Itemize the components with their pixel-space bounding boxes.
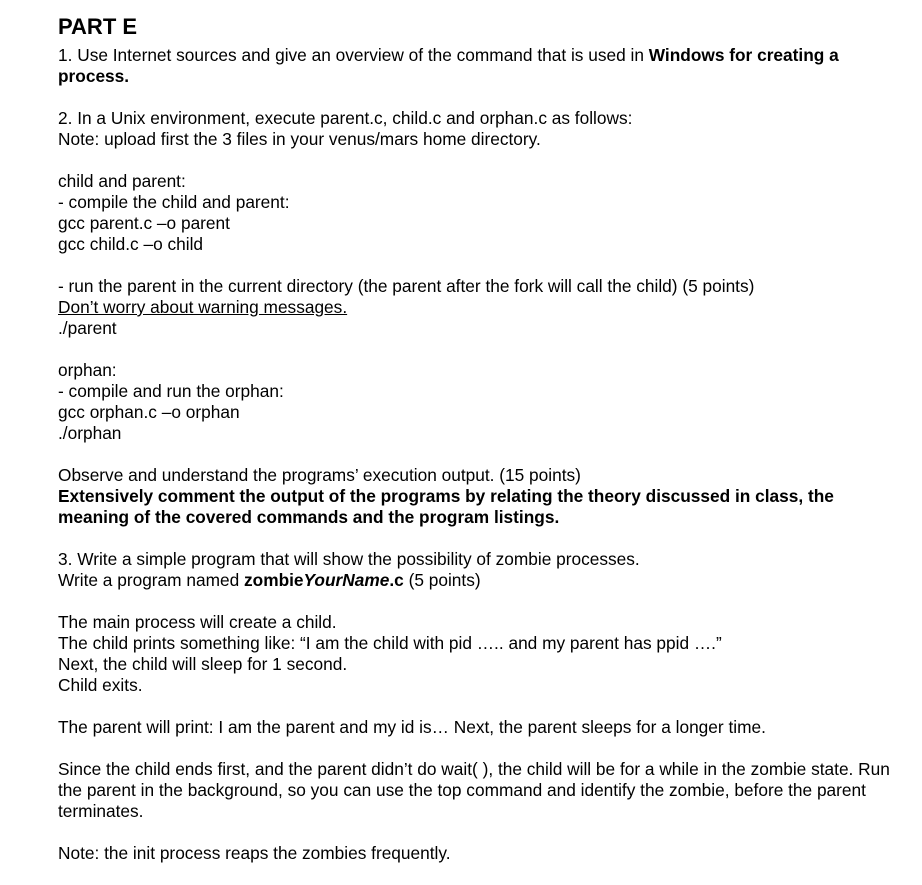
q3-points: (5 points) (403, 570, 481, 590)
child-sleep: Next, the child will sleep for 1 second. (58, 654, 348, 674)
spacer (58, 150, 908, 171)
init-note: Note: the init process reaps the zombies frequently. (58, 843, 451, 863)
parent-print: The parent will print: I am the parent and my id is… Next, the parent sleeps for a longer time. (58, 717, 766, 737)
q3-intro: 3. Write a simple program that will show the possibility of zombie processes. (58, 549, 640, 569)
spacer (58, 591, 908, 612)
q3-name-zombie: zombie (244, 570, 304, 590)
warning-note: Don’t worry about warning messages. (58, 297, 348, 317)
observe-instruction: Observe and understand the programs’ execution output. (15 points) (58, 465, 581, 485)
spacer (58, 255, 908, 276)
question-1 (58, 45, 908, 87)
q3-name-yourname: YourName (303, 570, 390, 590)
q1-bold-text: Windows for creating a process. (58, 45, 839, 86)
child-parent-compile: - compile the child and parent: (58, 192, 290, 212)
section-heading: PART E (58, 14, 138, 39)
cmd-exec-parent: ./parent (58, 318, 117, 338)
spacer (58, 339, 908, 360)
orphan-compile: - compile and run the orphan: (58, 381, 284, 401)
child-exits: Child exits. (58, 675, 143, 695)
comment-instruction: Extensively comment the output of the programs by relating the theory discussed in class, the meaning of the covered commands and the program listings. (58, 486, 834, 527)
cmd-compile-orphan: gcc orphan.c –o orphan (58, 402, 240, 422)
q1-text: 1. Use Internet sources and give an overview of the command that is used in (58, 45, 649, 65)
spacer (58, 528, 908, 549)
cmd-exec-orphan: ./orphan (58, 423, 122, 443)
q3-program-name (58, 570, 908, 591)
spacer (58, 87, 908, 108)
cmd-compile-parent: gcc parent.c –o parent (58, 213, 230, 233)
spacer (58, 444, 908, 465)
q3-name-prefix: Write a program named (58, 570, 245, 590)
spacer (58, 822, 908, 843)
main-create-child: The main process will create a child. (58, 612, 337, 632)
q2-note: Note: upload first the 3 files in your venus/mars home directory. (58, 129, 541, 149)
document-page (58, 14, 908, 864)
spacer (58, 738, 908, 759)
orphan-title: orphan: (58, 360, 117, 380)
child-prints: The child prints something like: “I am the child with pid ….. and my parent has ppid ….” (58, 633, 722, 653)
q3-name-ext: .c (389, 570, 404, 590)
zombie-explanation: Since the child ends first, and the parent didn’t do wait( ), the child will be for a while in the zombie state. Run the parent in the background, so you can use the top command and identify the zombie, before the parent terminates. (58, 759, 890, 821)
child-parent-title: child and parent: (58, 171, 186, 191)
spacer (58, 696, 908, 717)
cmd-compile-child: gcc child.c –o child (58, 234, 204, 254)
run-parent-instruction: - run the parent in the current directory (the parent after the fork will call the child) (5 points) (58, 276, 755, 296)
q2-intro: 2. In a Unix environment, execute parent.c, child.c and orphan.c as follows: (58, 108, 633, 128)
